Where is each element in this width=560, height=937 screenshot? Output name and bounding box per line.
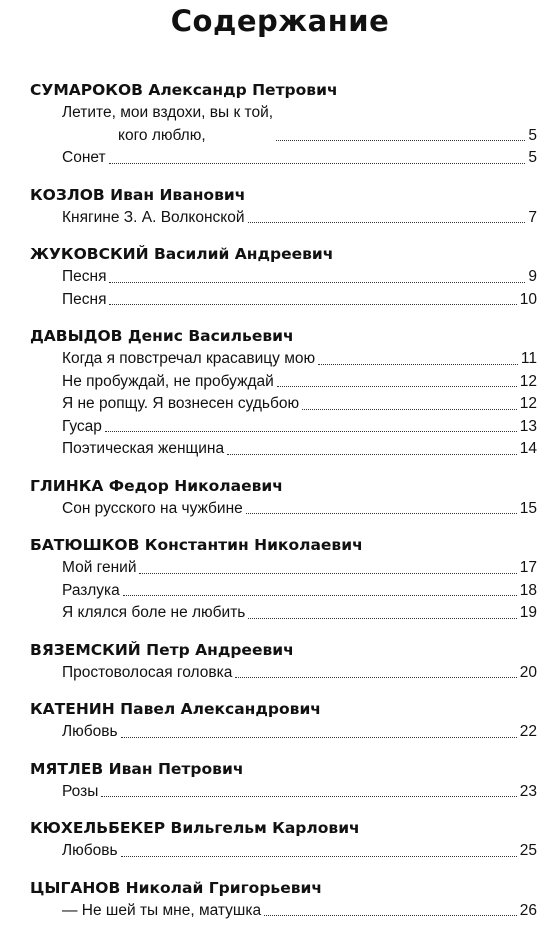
toc-section	[30, 476, 537, 521]
author-heading: СУМАРОКОВ Александр Петрович	[30, 81, 338, 99]
page-number: 11	[520, 350, 537, 367]
toc-entry[interactable]	[30, 602, 537, 625]
toc-entry[interactable]	[30, 438, 537, 461]
page-number: 12	[519, 395, 537, 412]
entry-title: Не пробуждай, не пробуждай	[62, 372, 274, 390]
toc-entry[interactable]	[30, 721, 537, 744]
author-heading: БАТЮШКОВ Константин Николаевич	[30, 536, 363, 554]
toc-entry[interactable]	[30, 289, 537, 312]
page-number: 26	[519, 901, 537, 919]
entry-title: Песня	[62, 268, 107, 285]
page-number: 20	[519, 663, 537, 681]
toc-entry[interactable]	[30, 498, 537, 521]
author-heading: КОЗЛОВ Иван Иванович	[30, 185, 246, 204]
toc-entry[interactable]	[30, 393, 537, 416]
toc-section	[30, 640, 537, 685]
toc-entry[interactable]	[30, 580, 537, 603]
dot-leader	[318, 364, 518, 365]
entry-title: Когда я повстречал красавицу мою	[62, 350, 316, 367]
dot-leader	[139, 573, 516, 574]
author-heading: ЦЫГАНОВ Николай Григорьевич	[30, 878, 323, 897]
page-number: 19	[519, 604, 537, 621]
author-heading: ВЯЗЕМСКИЙ Петр Андреевич	[30, 640, 294, 659]
dot-leader	[121, 737, 517, 738]
page-number: 9	[528, 268, 537, 285]
page-title: Содержание	[170, 4, 390, 38]
page-number: 23	[519, 782, 537, 800]
entry-title: кого люблю,	[118, 126, 206, 144]
author-heading: ЖУКОВСКИЙ Василий Андреевич	[30, 245, 334, 263]
page-number: 5	[528, 126, 537, 144]
page-number: 22	[519, 723, 537, 740]
dot-leader	[248, 618, 516, 619]
entry-title: — Не шей ты мне, матушка	[62, 901, 262, 919]
entry-title: Я не ропщу. Я вознесен судьбою	[62, 395, 300, 412]
toc-section	[30, 759, 537, 804]
toc-entry[interactable]	[30, 781, 537, 804]
dot-leader	[121, 856, 517, 857]
toc-section	[30, 535, 537, 625]
entry-title: Любовь	[62, 723, 118, 740]
toc-entry[interactable]	[30, 348, 537, 371]
toc-section	[30, 878, 537, 923]
entry-title: Любовь	[62, 842, 118, 859]
toc-section	[30, 699, 537, 744]
toc-entry[interactable]	[30, 102, 537, 147]
entry-title: Песня	[62, 290, 107, 308]
toc-entry[interactable]	[30, 900, 537, 923]
page-number: 7	[528, 208, 537, 226]
toc-entry[interactable]	[30, 207, 537, 230]
toc-section	[30, 185, 537, 230]
dot-leader	[302, 409, 517, 410]
dot-leader	[235, 677, 516, 678]
toc-section	[30, 818, 537, 863]
page-number: 25	[519, 842, 537, 859]
page-number: 10	[519, 290, 537, 308]
dot-leader	[227, 454, 517, 455]
entry-title: Разлука	[62, 581, 120, 599]
author-heading: ГЛИНКА Федор Николаевич	[30, 476, 283, 495]
page-number: 12	[519, 372, 537, 390]
entry-title: Я клялся боле не любить	[62, 604, 246, 621]
entry-title: Гусар	[62, 417, 102, 435]
entry-title: Сонет	[62, 149, 106, 166]
page-number: 14	[519, 440, 537, 457]
dot-leader	[105, 431, 517, 432]
toc-entry[interactable]	[30, 662, 537, 685]
toc-section	[30, 326, 537, 461]
toc-entry[interactable]	[30, 840, 537, 863]
toc-entry[interactable]	[30, 371, 537, 394]
dot-leader	[109, 304, 516, 305]
author-heading: ДАВЫДОВ Денис Васильевич	[30, 327, 294, 345]
page-number: 13	[519, 417, 537, 435]
table-of-contents	[30, 80, 537, 937]
page-number: 18	[519, 581, 537, 599]
page-number: 17	[519, 559, 537, 576]
toc-entry[interactable]	[30, 557, 537, 580]
page-number: 5	[528, 149, 537, 166]
toc-entry[interactable]	[30, 266, 537, 289]
dot-leader	[109, 282, 525, 283]
author-heading: МЯТЛЕВ Иван Петрович	[30, 759, 244, 778]
toc-entry[interactable]	[30, 416, 537, 439]
entry-title: Летите, мои вздохи, вы к той,	[62, 104, 274, 121]
dot-leader	[101, 796, 516, 797]
author-heading: КАТЕНИН Павел Александрович	[30, 700, 321, 718]
toc-section	[30, 80, 537, 170]
entry-title: Розы	[62, 782, 99, 800]
toc-entry[interactable]	[30, 147, 537, 170]
dot-leader	[277, 386, 517, 387]
dot-leader	[248, 222, 526, 223]
entry-title: Мой гений	[62, 559, 137, 576]
dot-leader	[123, 595, 517, 596]
entry-title: Сон русского на чужбине	[62, 499, 243, 517]
dot-leader	[264, 915, 517, 916]
dot-leader	[246, 513, 517, 514]
page-number: 15	[519, 499, 537, 517]
toc-section	[30, 244, 537, 311]
dot-leader	[109, 163, 526, 164]
entry-title: Поэтическая женщина	[62, 440, 225, 457]
dot-leader	[276, 140, 525, 141]
entry-title: Княгине З. А. Волконской	[62, 208, 245, 226]
entry-title: Простоволосая головка	[62, 663, 233, 681]
author-heading: КЮХЕЛЬБЕКЕР Вильгельм Карлович	[30, 819, 360, 837]
